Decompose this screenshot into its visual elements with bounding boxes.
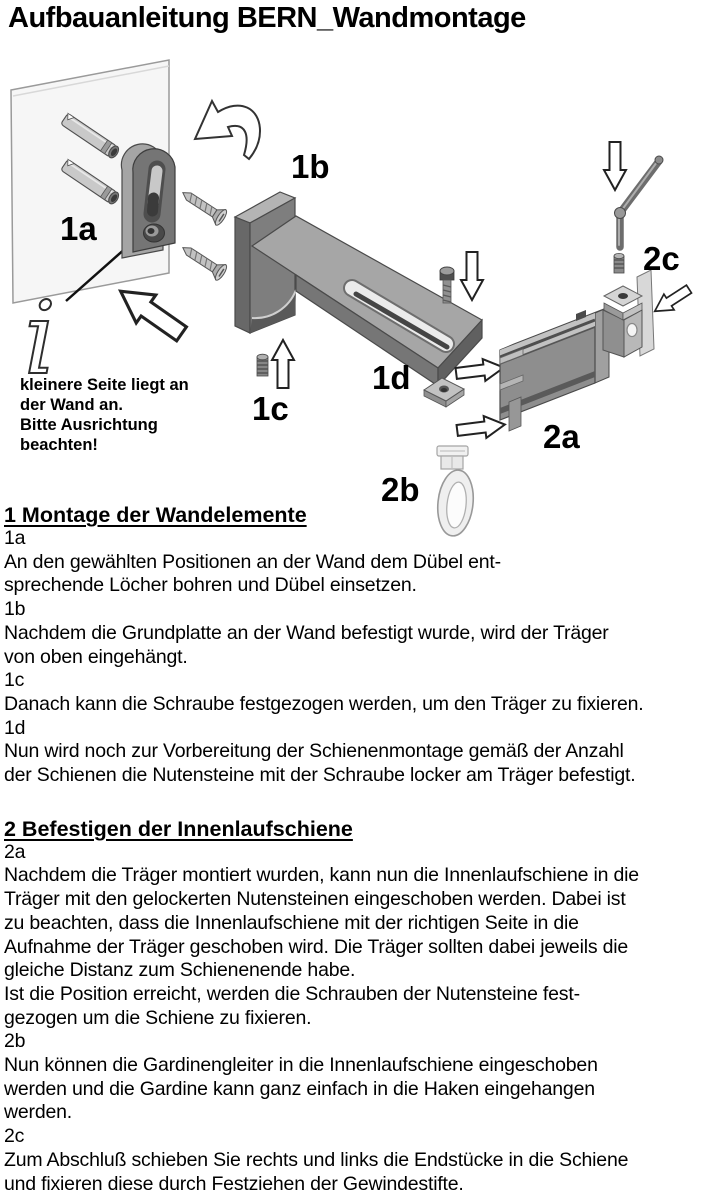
step-text: sprechende Löcher bohren und Dübel einsetzen. bbox=[4, 574, 417, 597]
part-label-1b: 1b bbox=[291, 148, 330, 185]
up-arrow-icon bbox=[272, 340, 294, 388]
wall-plate bbox=[121, 144, 175, 258]
curtain-rail bbox=[500, 307, 609, 431]
svg-text:beachten!: beachten! bbox=[20, 436, 98, 454]
part-label-2b: 2b bbox=[381, 471, 420, 508]
step-label: 2c bbox=[4, 1125, 25, 1148]
svg-text:kleinere Seite liegt an: kleinere Seite liegt an bbox=[20, 376, 189, 394]
part-label-2c: 2c bbox=[643, 240, 680, 277]
assembly-diagram bbox=[0, 0, 710, 560]
step-text: von oben eingehängt. bbox=[4, 645, 188, 668]
down-arrow-icon bbox=[604, 142, 626, 190]
step-text: werden und die Gardine kann ganz einfach in die Haken eingehangen bbox=[4, 1077, 595, 1100]
down-arrow-icon bbox=[461, 252, 483, 300]
right-arrow-icon bbox=[456, 414, 506, 442]
step-text: Ist die Position erreicht, werden die Schrauben der Nutensteine fest- bbox=[4, 982, 580, 1005]
step-text: An den gewählten Positionen an der Wand dem Dübel ent- bbox=[4, 550, 501, 573]
step-label: 1a bbox=[4, 527, 26, 549]
step-text: Zum Abschluß schieben Sie rechts und links die Endstücke in die Schiene bbox=[4, 1148, 629, 1171]
step-text: Nachdem die Grundplatte an der Wand befestigt wurde, wird der Träger bbox=[4, 621, 609, 644]
step-text: Nun können die Gardinengleiter in die Innenlaufschiene eingeschoben bbox=[4, 1054, 598, 1077]
step-label: 2b bbox=[4, 1030, 26, 1053]
info-icon: i bbox=[24, 280, 56, 397]
step-text: und fixieren diese durch Festziehen der Gewindestifte. bbox=[4, 1172, 464, 1195]
section-1-heading: 1 Montage der Wandelemente bbox=[4, 503, 307, 527]
svg-text:der Wand an.: der Wand an. bbox=[20, 396, 123, 414]
section-2-heading: 2 Befestigen der Innenlaufschiene bbox=[4, 816, 353, 841]
step-text: gezogen um die Schiene zu fixieren. bbox=[4, 1006, 312, 1029]
svg-text:Bitte Ausrichtung: Bitte Ausrichtung bbox=[20, 416, 158, 434]
step-text: gleiche Distanz zum Schienenende habe. bbox=[4, 959, 356, 982]
instruction-text bbox=[4, 503, 708, 1196]
part-label-1d: 1d bbox=[372, 359, 411, 396]
step-label: 1b bbox=[4, 598, 26, 621]
left-arrow-icon bbox=[650, 281, 694, 319]
step-label: 2a bbox=[4, 840, 26, 863]
slot-nut-icon bbox=[424, 378, 464, 407]
orientation-note bbox=[20, 376, 189, 454]
step-text: Träger mit den gelockerten Nutensteinen eingeschoben werden. Dabei ist bbox=[4, 888, 626, 911]
up-left-arrow-icon bbox=[111, 277, 192, 348]
screw-icon bbox=[178, 240, 229, 282]
swing-arrow-icon bbox=[195, 101, 260, 159]
step-label: 1d bbox=[4, 716, 26, 739]
grub-screw-icon bbox=[257, 354, 268, 376]
step-label: 1c bbox=[4, 669, 25, 692]
step-text: Nachdem die Träger montiert wurden, kann nun die Innenlaufschiene in die bbox=[4, 864, 639, 887]
step-text: der Schienen die Nutensteine mit der Schraube locker am Träger befestigt. bbox=[4, 764, 636, 787]
part-label-1c: 1c bbox=[252, 390, 289, 427]
part-label-1a: 1a bbox=[60, 210, 97, 247]
screw-icon bbox=[178, 185, 229, 227]
right-arrow-icon bbox=[455, 357, 505, 385]
page-title: Aufbauanleitung BERN_Wandmontage bbox=[8, 2, 526, 34]
grub-screw-icon bbox=[614, 253, 624, 273]
step-text: zu beachten, dass die Innenlaufschiene mit der richtigen Seite in die bbox=[4, 911, 579, 934]
end-cap bbox=[603, 270, 654, 357]
step-text: werden. bbox=[4, 1101, 72, 1124]
part-label-2a: 2a bbox=[543, 418, 580, 455]
step-text: Danach kann die Schraube festgezogen werden, um den Träger zu fixieren. bbox=[4, 692, 644, 715]
step-text: Nun wird noch zur Vorbereitung der Schienenmontage gemäß der Anzahl bbox=[4, 740, 624, 763]
step-text: Aufnahme der Träger geschoben wird. Die Träger sollten dabei jeweils die bbox=[4, 935, 629, 958]
